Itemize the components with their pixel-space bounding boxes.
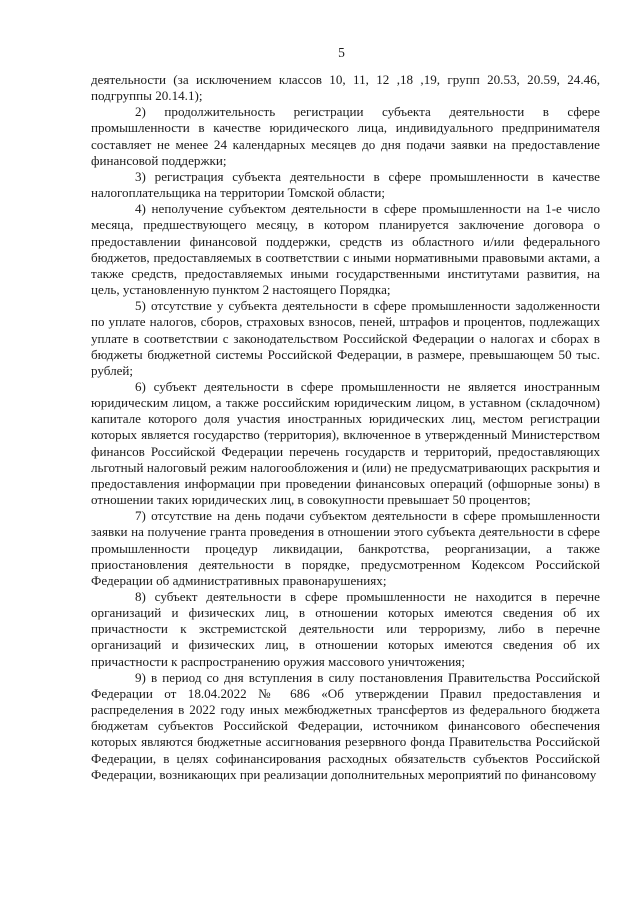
paragraph-item-3: 3) регистрация субъекта деятельности в сфере промышленности в качестве налогоплательщика на территории Томской области; <box>91 168 600 201</box>
page-number: 5 <box>338 45 345 60</box>
paragraph-item-7: 7) отсутствие на день подачи субъектом деятельности в сфере промышленности заявки на получение гранта проведения в отношении этого субъекта деятельности в сфере промышленности процедур ликвидации, банкротства, реорганизации, а также приостановления деятельности в порядке, предусмотренном Кодексом Российской Федерации об административных правонарушениях; <box>91 508 600 588</box>
paragraph-item-6: 6) субъект деятельности в сфере промышленности не является иностранным юридическим лицом, а также российским юридическим лицом, в уставном (складочном) капитале которого доля участия иностранных юридических лиц, местом регистрации которых является государство (территория), включенное в утвержденный Министерством финансов Российской Федерации перечень государств и территорий, предоставляющих льготный налоговый режим налогообложения и (или) не предусматривающих раскрытия и предоставления информации при проведении финансовых операций (офшорные зоны) в отношении таких юридических лиц, в совокупности превышает 50 процентов; <box>91 378 600 508</box>
document-body <box>91 72 600 783</box>
paragraph-item-2: 2) продолжительность регистрации субъекта деятельности в сфере промышленности в качестве юридического лица, индивидуального предпринимателя составляет не менее 24 календарных месяцев до дня подачи заявки на предоставление финансовой поддержки; <box>91 104 600 168</box>
paragraph-item-5: 5) отсутствие у субъекта деятельности в сфере промышленности задолженности по уплате налогов, сборов, страховых взносов, пеней, штрафов и процентов, подлежащих уплате в соответствии с законодательством Российской Федерации о налогах и сборах в бюджеты бюджетной системы Российской Федерации, в размере, превышающем 50 тыс. рублей; <box>91 298 600 378</box>
paragraph-item-4: 4) неполучение субъектом деятельности в сфере промышленности на 1-е число месяца, предшествующего месяцу, в котором планируется заключение договора о предоставлении финансовой поддержки, средств из областного и/или федерального бюджетов, предоставляемых в соответствии с иными нормативными правовыми актами, а также средств, предоставляемых иными государственными институтами развития, на цель, установленную пунктом 2 настоящего Порядка; <box>91 201 600 298</box>
paragraph-continuation: деятельности (за исключением классов 10, 11, 12 ,18 ,19, групп 20.53, 20.59, 24.46, подгруппы 20.14.1); <box>91 72 600 104</box>
paragraph-item-9: 9) в период со дня вступления в силу постановления Правительства Российской Федерации от 18.04.2022 № 686 «Об утверждении Правил предоставления и распределения в 2022 году иных межбюджетных трансфертов из федерального бюджета бюджетам субъектов Российской Федерации, источником финансового обеспечения которых являются бюджетные ассигнования резервного фонда Правительства Российской Федерации, в целях софинансирования расходных обязательств субъектов Российской Федерации, возникающих при реализации дополнительных мероприятий по финансовому <box>91 669 600 782</box>
paragraph-item-8: 8) субъект деятельности в сфере промышленности не находится в перечне организаций и физических лиц, в отношении которых имеются сведения об их причастности к экстремистской деятельности или терроризму, либо в перечне организаций и физических лиц, в отношении которых имеются сведения об их причастности к распространению оружия массового уничтожения; <box>91 589 600 669</box>
